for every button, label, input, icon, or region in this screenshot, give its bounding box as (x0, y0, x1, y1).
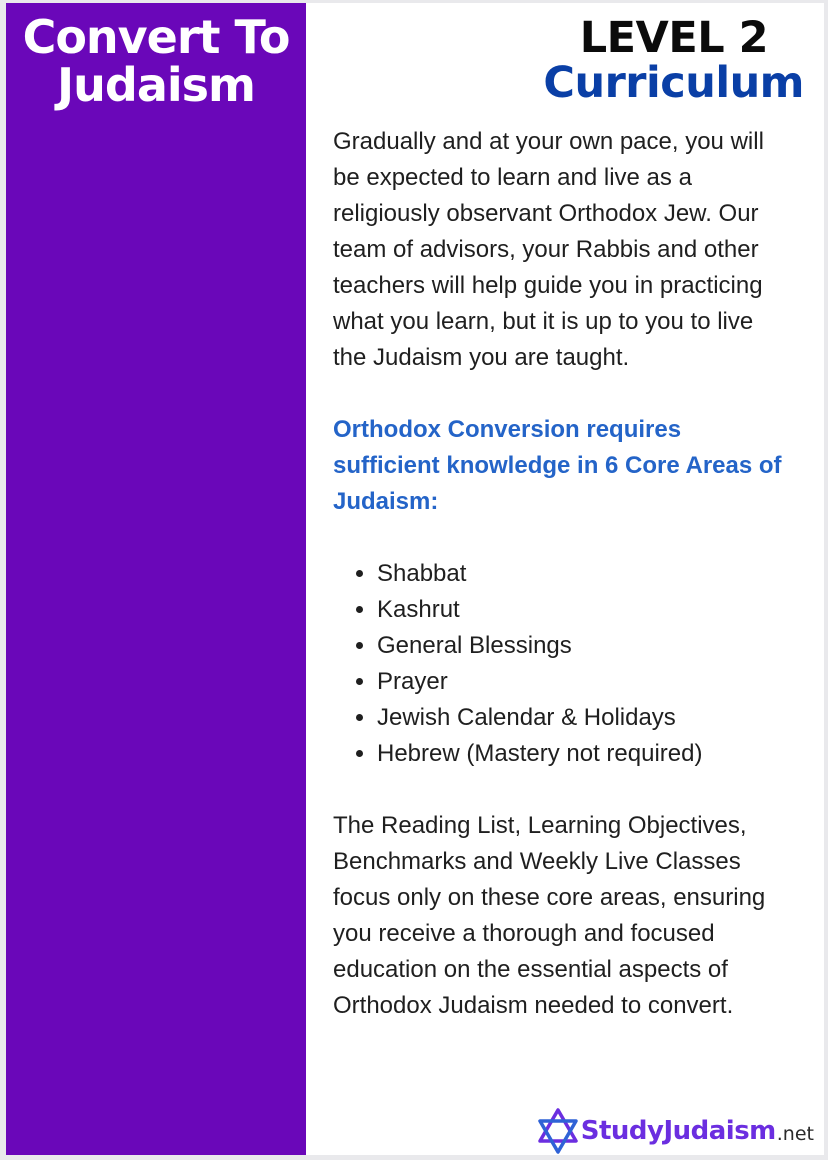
spacer (333, 520, 783, 556)
sidebar (6, 3, 306, 1155)
spacer (333, 376, 783, 412)
studyjudaism-logo (537, 1107, 814, 1155)
list-item: • Kashrut (377, 592, 783, 628)
spacer (333, 772, 783, 808)
main-content (333, 124, 783, 1024)
level-title: LEVEL 2 (579, 13, 768, 63)
page-heading (543, 13, 804, 108)
intro-paragraph: Gradually and at your own pace, you will be expected to learn and live as a religiously observant Orthodox Jew. Our team of advisors, your Rabbis and other teachers will help guide you in practicing what you learn, but it is up to you to live the Judaism you are taught. (333, 128, 764, 371)
logo-tld: .net (776, 1122, 814, 1145)
star-of-david-icon (537, 1108, 579, 1154)
closing-paragraph: The Reading List, Learning Objectives, Benchmarks and Weekly Live Classes focus only on these core areas, ensuring you receive a thorough and focused education on the essential aspects of Orthodox Judaism needed to convert. (333, 812, 766, 1019)
sidebar-title-line-2: Judaism (57, 58, 255, 112)
list-item: • Hebrew (Mastery not required) (377, 736, 783, 772)
logo-name: StudyJudaism (580, 1116, 776, 1146)
document-page (6, 3, 824, 1155)
list-item: • Jewish Calendar & Holidays (377, 700, 783, 736)
sidebar-title (6, 10, 306, 112)
list-item: • General Blessings (377, 628, 783, 664)
list-item: • Prayer (377, 664, 783, 700)
sidebar-title-line-1: Convert To (22, 10, 290, 64)
curriculum-title: Curriculum (543, 58, 804, 108)
list-item: • Shabbat (377, 556, 783, 592)
requirements-heading: Orthodox Conversion requires sufficient knowledge in 6 Core Areas of Judaism: (333, 416, 782, 515)
core-areas-list (333, 556, 783, 772)
